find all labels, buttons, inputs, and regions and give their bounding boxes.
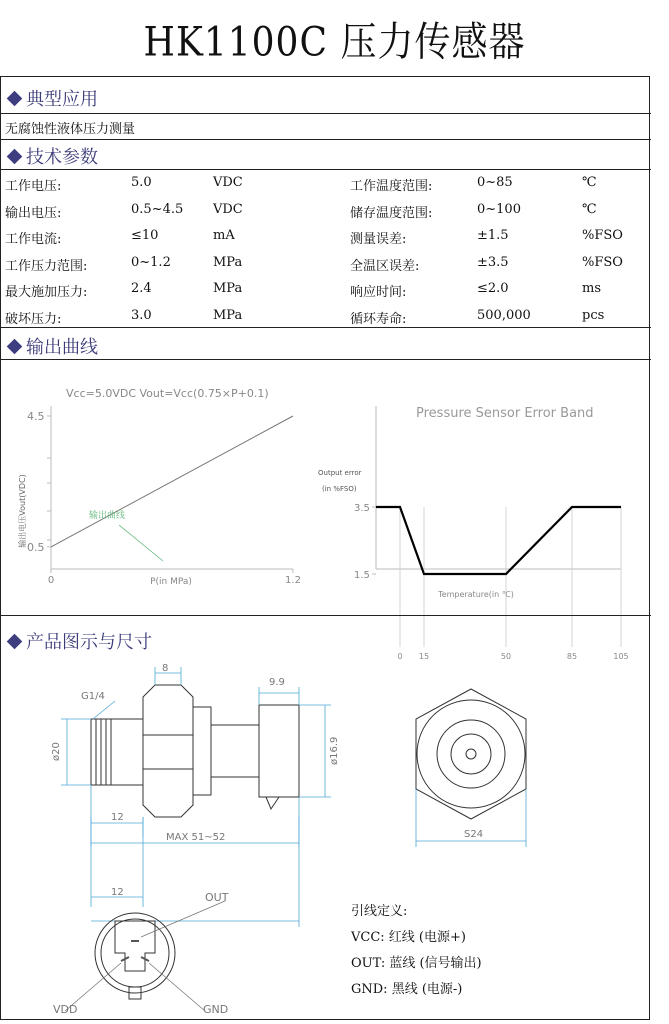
spec-l-unit: MPa bbox=[213, 308, 243, 323]
spec-l-unit: MPa bbox=[213, 254, 243, 270]
pin-vdd-label: VDD bbox=[53, 1003, 78, 1016]
spec-row bbox=[5, 175, 645, 201]
chart2-ytick-label: 1.5 bbox=[354, 570, 370, 581]
chart2-xtick-label: 85 bbox=[566, 652, 578, 661]
section-application-heading: 典型应用 bbox=[7, 85, 98, 111]
spec-r-unit: ℃ bbox=[582, 201, 597, 217]
error-band-chart bbox=[316, 361, 646, 661]
spec-l-value: 5.0 bbox=[131, 175, 152, 190]
spec-l-label: 输出电压: bbox=[5, 205, 62, 221]
spec-l-label: 工作压力范围: bbox=[5, 258, 88, 274]
spec-row bbox=[5, 202, 645, 228]
spec-r-value: ±3.5 bbox=[477, 254, 509, 270]
chart1-ytick-high: 4.5 bbox=[27, 410, 45, 423]
pin-out-label: OUT bbox=[205, 891, 229, 904]
spec-r-label: 工作温度范围: bbox=[350, 179, 433, 194]
wiring-gnd: GND: 黑线 (电源-) bbox=[351, 982, 463, 997]
dim-12-label: 12 bbox=[111, 812, 124, 823]
spec-row bbox=[5, 228, 645, 254]
spec-r-value: 500,000 bbox=[477, 308, 531, 323]
spec-row bbox=[5, 308, 645, 334]
dim-d16-9: ø16.9 bbox=[329, 736, 340, 765]
chart2-xtick-label: 15 bbox=[418, 652, 430, 661]
diamond-bullet-icon bbox=[7, 148, 23, 164]
chart1-title: Vcc=5.0VDC Vout=Vcc(0.75×P+0.1) bbox=[66, 387, 269, 400]
chart1-ylabel: 输出电压Vout(VDC) bbox=[18, 474, 27, 548]
spec-r-label: 响应时间: bbox=[350, 285, 407, 301]
diamond-bullet-icon bbox=[7, 90, 23, 106]
sensor-length-dims bbox=[41, 812, 341, 857]
wiring-out: OUT: 蓝线 (信号输出) bbox=[351, 956, 482, 971]
dim-d20: ø20 bbox=[51, 742, 62, 761]
spec-l-value: 2.4 bbox=[131, 281, 152, 297]
spec-row bbox=[5, 281, 645, 307]
datasheet-frame bbox=[0, 76, 650, 1020]
dim-s24: S24 bbox=[464, 829, 484, 840]
spec-r-unit: %FSO bbox=[582, 228, 623, 244]
chart2-xtick-label: 105 bbox=[613, 652, 629, 661]
spec-r-unit: %FSO bbox=[582, 254, 623, 270]
spec-r-value: 0~100 bbox=[477, 201, 521, 217]
spec-l-unit: mA bbox=[213, 228, 235, 244]
chart1-xtick-low: 0 bbox=[47, 575, 55, 586]
connector-pinout-drawing bbox=[45, 891, 245, 1015]
dim-9-9: 9.9 bbox=[269, 677, 285, 688]
dim-max: MAX 51~52 bbox=[166, 832, 226, 843]
spec-r-label: 循环寿命: bbox=[350, 312, 407, 327]
chart1-annotation: 输出曲线 bbox=[89, 511, 126, 521]
dim-g14: G1/4 bbox=[81, 691, 105, 702]
spec-l-label: 工作电压: bbox=[5, 179, 62, 194]
chart2-title: Pressure Sensor Error Band bbox=[416, 406, 594, 421]
chart1-ytick-low: 0.5 bbox=[27, 540, 45, 554]
sensor-top-view-drawing bbox=[406, 679, 546, 859]
spec-r-unit: pcs bbox=[582, 308, 605, 323]
spec-r-label: 储存温度范围: bbox=[350, 205, 433, 221]
section-specs-heading: 技术参数 bbox=[7, 143, 98, 169]
pin-gnd-label: GND bbox=[203, 1003, 229, 1016]
output-voltage-chart bbox=[1, 361, 331, 611]
chart1-xlabel: P(in MPa) bbox=[150, 577, 192, 587]
section-curve-heading: 输出曲线 bbox=[7, 333, 98, 359]
chart1-annotation-leader bbox=[119, 525, 163, 561]
chart1-series-line bbox=[51, 416, 293, 547]
spec-r-unit: ms bbox=[582, 281, 601, 297]
chart2-ylabel-1: Output error bbox=[318, 469, 362, 477]
diamond-bullet-icon bbox=[7, 633, 23, 649]
spec-l-unit: VDC bbox=[213, 201, 243, 217]
dim-8: 8 bbox=[162, 663, 169, 674]
section-dimensions-heading: 产品图示与尺寸 bbox=[7, 628, 152, 654]
chart2-series-line bbox=[376, 507, 621, 574]
spec-l-label: 破坏压力: bbox=[5, 312, 62, 327]
page-title: HK1100C 压力传感器 bbox=[143, 19, 526, 66]
chart2-ytick-label: 3.5 bbox=[354, 503, 370, 514]
spec-l-unit: VDC bbox=[213, 175, 243, 190]
wiring-vcc: VCC: 红线 (电源+) bbox=[351, 930, 466, 945]
chart2-xtick-label: 0 bbox=[397, 652, 403, 661]
dim-12: 12 bbox=[111, 887, 124, 898]
spec-l-value: 0.5~4.5 bbox=[131, 201, 184, 217]
diamond-bullet-icon bbox=[7, 338, 23, 354]
spec-l-value: 3.0 bbox=[131, 308, 152, 323]
chart1-xtick-high: 1.2 bbox=[285, 575, 301, 586]
spec-r-value: ≤2.0 bbox=[477, 281, 509, 297]
chart2-ylabel-2: (in %FSO) bbox=[322, 485, 357, 493]
spec-r-value: ±1.5 bbox=[477, 228, 509, 244]
spec-l-value: 0~1.2 bbox=[131, 254, 171, 270]
chart2-xtick-label: 50 bbox=[500, 652, 512, 661]
chart2-xlabel: Temperature(in ℃) bbox=[438, 590, 514, 599]
spec-r-unit: ℃ bbox=[582, 175, 597, 190]
wiring-heading: 引线定义: bbox=[351, 904, 408, 919]
application-text: 无腐蚀性液体压力测量 bbox=[5, 122, 136, 137]
spec-l-value: ≤10 bbox=[131, 228, 159, 244]
spec-r-label: 全温区误差: bbox=[350, 258, 420, 274]
spec-r-label: 测量误差: bbox=[350, 232, 407, 248]
spec-l-label: 工作电流: bbox=[5, 232, 62, 248]
spec-l-unit: MPa bbox=[213, 281, 243, 297]
spec-r-value: 0~85 bbox=[477, 175, 513, 190]
spec-l-label: 最大施加压力: bbox=[5, 285, 88, 301]
spec-row bbox=[5, 255, 645, 281]
